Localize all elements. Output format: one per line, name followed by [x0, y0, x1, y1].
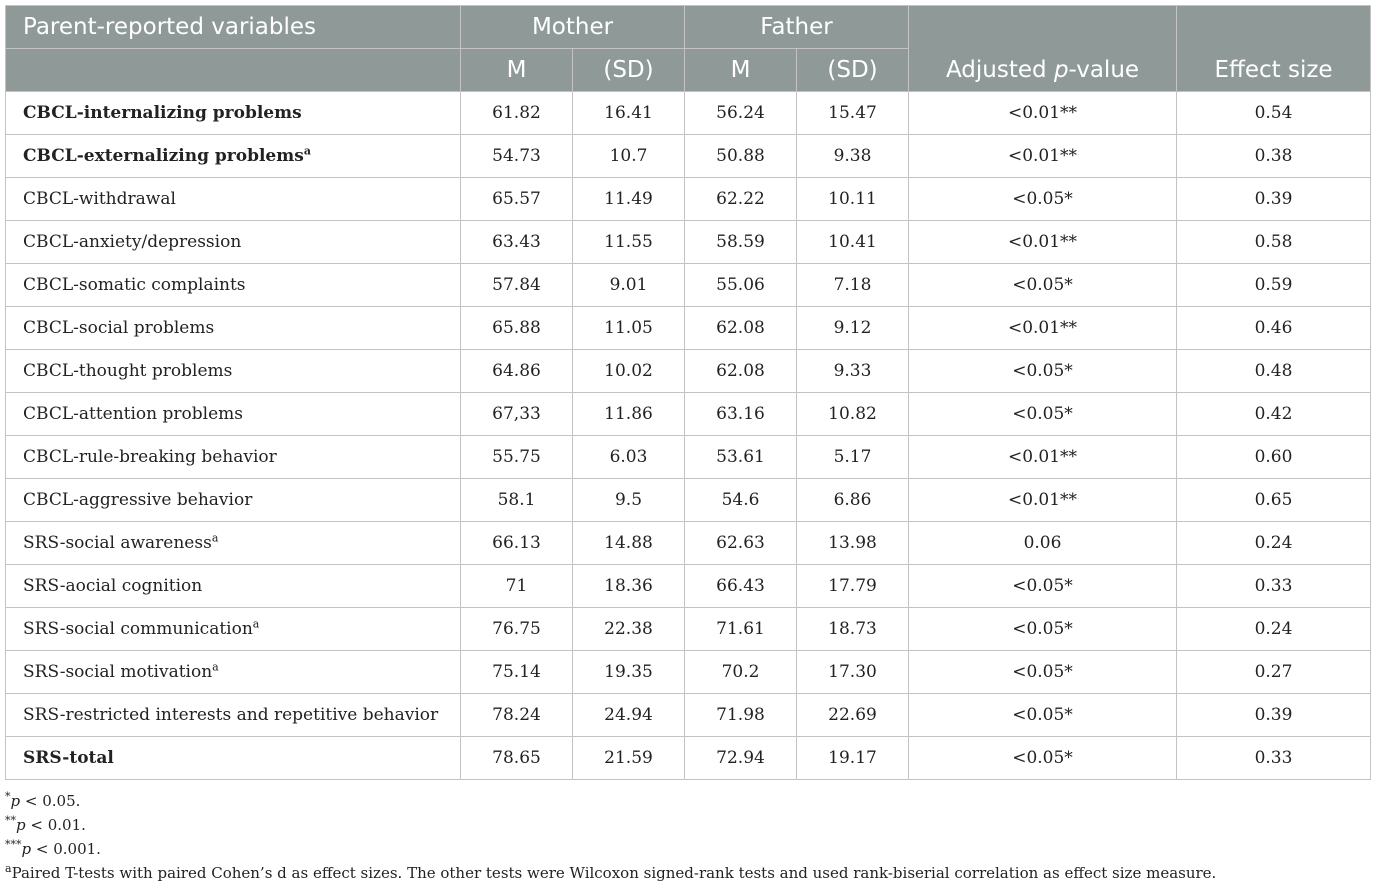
cell-mother-sd: 18.36	[573, 565, 685, 608]
cell-effect-size: 0.24	[1177, 608, 1371, 651]
cell-mother-mean: 67,33	[461, 393, 573, 436]
cell-father-sd: 13.98	[797, 522, 909, 565]
footnote	[5, 861, 1370, 885]
cell-mother-sd: 24.94	[573, 694, 685, 737]
cell-adjusted-p-value: <0.05*	[909, 264, 1177, 307]
cell-mother-mean: 55.75	[461, 436, 573, 479]
table-row	[6, 694, 1371, 737]
variable-name: SRS-social awareness	[23, 533, 212, 553]
cell-mother-sd: 19.35	[573, 651, 685, 694]
cell-adjusted-p-value: <0.01**	[909, 307, 1177, 350]
cell-mother-sd: 11.55	[573, 221, 685, 264]
cell-father-sd: 10.41	[797, 221, 909, 264]
cell-mother-sd: 16.41	[573, 92, 685, 135]
footnote-italic: p	[21, 840, 32, 858]
footnote-text: < 0.01.	[25, 816, 86, 834]
cell-father-mean: 62.08	[685, 350, 797, 393]
cell-effect-size: 0.33	[1177, 737, 1371, 780]
header-mother: Mother	[461, 6, 685, 49]
cell-father-mean: 62.08	[685, 307, 797, 350]
cell-variable	[6, 737, 461, 780]
cell-variable	[6, 608, 461, 651]
variable-name: CBCL-withdrawal	[23, 189, 176, 209]
table-row	[6, 436, 1371, 479]
cell-adjusted-p-value: <0.01**	[909, 221, 1177, 264]
cell-mother-mean: 61.82	[461, 92, 573, 135]
variable-footnote-marker: a	[211, 531, 219, 545]
footnote-italic: p	[16, 816, 26, 834]
header-adjusted-suffix: -value	[1068, 57, 1140, 83]
variable-name: CBCL-social problems	[23, 318, 215, 338]
variable-name: CBCL-attention problems	[23, 404, 243, 424]
header-mother-sd: (SD)	[573, 49, 685, 92]
variable-footnote-marker: a	[252, 617, 260, 631]
cell-effect-size: 0.27	[1177, 651, 1371, 694]
variable-name: CBCL-externalizing problems	[23, 146, 304, 166]
cell-father-mean: 70.2	[685, 651, 797, 694]
variable-name: SRS-restricted interests and repetitive behavior	[23, 705, 439, 725]
cell-father-mean: 62.22	[685, 178, 797, 221]
table-row	[6, 264, 1371, 307]
footnote	[5, 837, 1370, 861]
variable-footnote-marker: a	[303, 144, 311, 158]
cell-mother-sd: 14.88	[573, 522, 685, 565]
cell-father-mean: 53.61	[685, 436, 797, 479]
variable-name: SRS-aocial cognition	[23, 576, 203, 596]
cell-adjusted-p-value: <0.05*	[909, 393, 1177, 436]
cell-adjusted-p-value: <0.05*	[909, 565, 1177, 608]
cell-father-sd: 6.86	[797, 479, 909, 522]
cell-variable	[6, 221, 461, 264]
table-row	[6, 608, 1371, 651]
cell-adjusted-p-value: <0.05*	[909, 651, 1177, 694]
cell-father-mean: 62.63	[685, 522, 797, 565]
table-row	[6, 522, 1371, 565]
table-row	[6, 307, 1371, 350]
cell-father-sd: 19.17	[797, 737, 909, 780]
cell-father-sd: 10.82	[797, 393, 909, 436]
cell-mother-mean: 65.88	[461, 307, 573, 350]
cell-adjusted-p-value: <0.05*	[909, 178, 1177, 221]
cell-father-mean: 56.24	[685, 92, 797, 135]
cell-adjusted-p-value: <0.05*	[909, 737, 1177, 780]
cell-father-mean: 55.06	[685, 264, 797, 307]
cell-effect-size: 0.24	[1177, 522, 1371, 565]
cell-adjusted-p-value: <0.01**	[909, 436, 1177, 479]
cell-father-mean: 63.16	[685, 393, 797, 436]
cell-father-mean: 72.94	[685, 737, 797, 780]
header-father-sd: (SD)	[797, 49, 909, 92]
cell-mother-sd: 11.86	[573, 393, 685, 436]
cell-mother-sd: 9.01	[573, 264, 685, 307]
table-row	[6, 135, 1371, 178]
cell-adjusted-p-value: <0.01**	[909, 135, 1177, 178]
cell-mother-sd: 11.49	[573, 178, 685, 221]
cell-mother-mean: 54.73	[461, 135, 573, 178]
cell-effect-size: 0.38	[1177, 135, 1371, 178]
cell-father-sd: 22.69	[797, 694, 909, 737]
cell-mother-mean: 65.57	[461, 178, 573, 221]
variable-name: CBCL-anxiety/depression	[23, 232, 242, 252]
cell-mother-sd: 22.38	[573, 608, 685, 651]
footnote-italic: p	[10, 792, 21, 810]
footnote-marker: **	[5, 814, 16, 827]
cell-father-sd: 5.17	[797, 436, 909, 479]
footnote	[5, 813, 1370, 837]
cell-variable	[6, 522, 461, 565]
cell-mother-mean: 57.84	[461, 264, 573, 307]
results-table	[5, 5, 1371, 780]
header-adjusted-p-italic: p	[1053, 57, 1069, 83]
variable-name: SRS-total	[23, 748, 114, 768]
cell-mother-sd: 9.5	[573, 479, 685, 522]
footnote-marker: *	[5, 790, 11, 803]
cell-father-sd: 17.79	[797, 565, 909, 608]
cell-father-mean: 54.6	[685, 479, 797, 522]
cell-effect-size: 0.33	[1177, 565, 1371, 608]
header-father-m: M	[685, 49, 797, 92]
cell-effect-size: 0.59	[1177, 264, 1371, 307]
table-row	[6, 178, 1371, 221]
table-row	[6, 565, 1371, 608]
footnote-marker: ***	[5, 838, 22, 851]
variable-name: SRS-social motivation	[23, 662, 213, 682]
cell-mother-sd: 10.7	[573, 135, 685, 178]
footnote-text: < 0.001.	[31, 840, 101, 858]
cell-mother-mean: 63.43	[461, 221, 573, 264]
cell-mother-sd: 10.02	[573, 350, 685, 393]
cell-father-sd: 18.73	[797, 608, 909, 651]
cell-father-mean: 71.61	[685, 608, 797, 651]
table-row	[6, 221, 1371, 264]
cell-variable	[6, 651, 461, 694]
header-father: Father	[685, 6, 909, 49]
cell-father-sd: 17.30	[797, 651, 909, 694]
table-row	[6, 651, 1371, 694]
table-row	[6, 393, 1371, 436]
cell-mother-mean: 64.86	[461, 350, 573, 393]
cell-mother-mean: 58.1	[461, 479, 573, 522]
cell-mother-mean: 66.13	[461, 522, 573, 565]
cell-mother-mean: 78.24	[461, 694, 573, 737]
cell-effect-size: 0.65	[1177, 479, 1371, 522]
cell-mother-sd: 6.03	[573, 436, 685, 479]
table-header	[6, 6, 1371, 92]
cell-variable	[6, 92, 461, 135]
cell-effect-size: 0.39	[1177, 694, 1371, 737]
cell-father-sd: 15.47	[797, 92, 909, 135]
cell-adjusted-p-value: 0.06	[909, 522, 1177, 565]
header-mother-m: M	[461, 49, 573, 92]
cell-variable	[6, 393, 461, 436]
variable-footnote-marker: a	[212, 660, 219, 674]
table-row	[6, 350, 1371, 393]
header-adjusted-p	[909, 6, 1177, 92]
cell-adjusted-p-value: <0.05*	[909, 694, 1177, 737]
cell-variable	[6, 565, 461, 608]
footnote-text: Paired T-tests with paired Cohen’s d as effect sizes. The other tests were Wilcoxon signed-rank tests and used rank-biserial correlation as effect size measure.	[11, 864, 1217, 882]
cell-adjusted-p-value: <0.01**	[909, 92, 1177, 135]
table-body	[6, 92, 1371, 780]
cell-mother-mean: 71	[461, 565, 573, 608]
cell-adjusted-p-value: <0.01**	[909, 479, 1177, 522]
variable-name: CBCL-thought problems	[23, 361, 233, 381]
cell-effect-size: 0.54	[1177, 92, 1371, 135]
header-variables: Parent-reported variables	[6, 6, 461, 49]
table-row	[6, 479, 1371, 522]
cell-effect-size: 0.46	[1177, 307, 1371, 350]
variable-name: CBCL-aggressive behavior	[23, 490, 253, 510]
cell-father-mean: 50.88	[685, 135, 797, 178]
table-footnotes	[5, 789, 1370, 885]
variable-name: CBCL-internalizing problems	[23, 103, 302, 123]
cell-variable	[6, 694, 461, 737]
cell-father-mean: 58.59	[685, 221, 797, 264]
cell-mother-sd: 11.05	[573, 307, 685, 350]
cell-father-sd: 9.38	[797, 135, 909, 178]
cell-variable	[6, 264, 461, 307]
cell-variable	[6, 135, 461, 178]
cell-effect-size: 0.48	[1177, 350, 1371, 393]
table-row	[6, 737, 1371, 780]
header-effect-size: Effect size	[1177, 6, 1371, 92]
cell-mother-mean: 76.75	[461, 608, 573, 651]
cell-father-sd: 7.18	[797, 264, 909, 307]
variable-name: CBCL-somatic complaints	[23, 275, 246, 295]
cell-effect-size: 0.58	[1177, 221, 1371, 264]
cell-father-sd: 9.33	[797, 350, 909, 393]
variable-name: CBCL-rule-breaking behavior	[23, 447, 277, 467]
cell-father-mean: 66.43	[685, 565, 797, 608]
cell-father-sd: 10.11	[797, 178, 909, 221]
footnote	[5, 789, 1370, 813]
cell-variable	[6, 479, 461, 522]
cell-variable	[6, 178, 461, 221]
header-adjusted-prefix: Adjusted	[945, 57, 1054, 83]
cell-effect-size: 0.39	[1177, 178, 1371, 221]
cell-mother-mean: 78.65	[461, 737, 573, 780]
cell-father-sd: 9.12	[797, 307, 909, 350]
footnote-marker: a	[5, 862, 12, 875]
cell-effect-size: 0.42	[1177, 393, 1371, 436]
footnote-text: < 0.05.	[20, 792, 81, 810]
cell-mother-mean: 75.14	[461, 651, 573, 694]
variable-name: SRS-social communication	[23, 619, 253, 639]
cell-mother-sd: 21.59	[573, 737, 685, 780]
cell-variable	[6, 350, 461, 393]
cell-adjusted-p-value: <0.05*	[909, 608, 1177, 651]
table-row	[6, 92, 1371, 135]
cell-father-mean: 71.98	[685, 694, 797, 737]
cell-effect-size: 0.60	[1177, 436, 1371, 479]
cell-adjusted-p-value: <0.05*	[909, 350, 1177, 393]
cell-variable	[6, 436, 461, 479]
cell-variable	[6, 307, 461, 350]
header-variables-blank	[6, 49, 461, 92]
